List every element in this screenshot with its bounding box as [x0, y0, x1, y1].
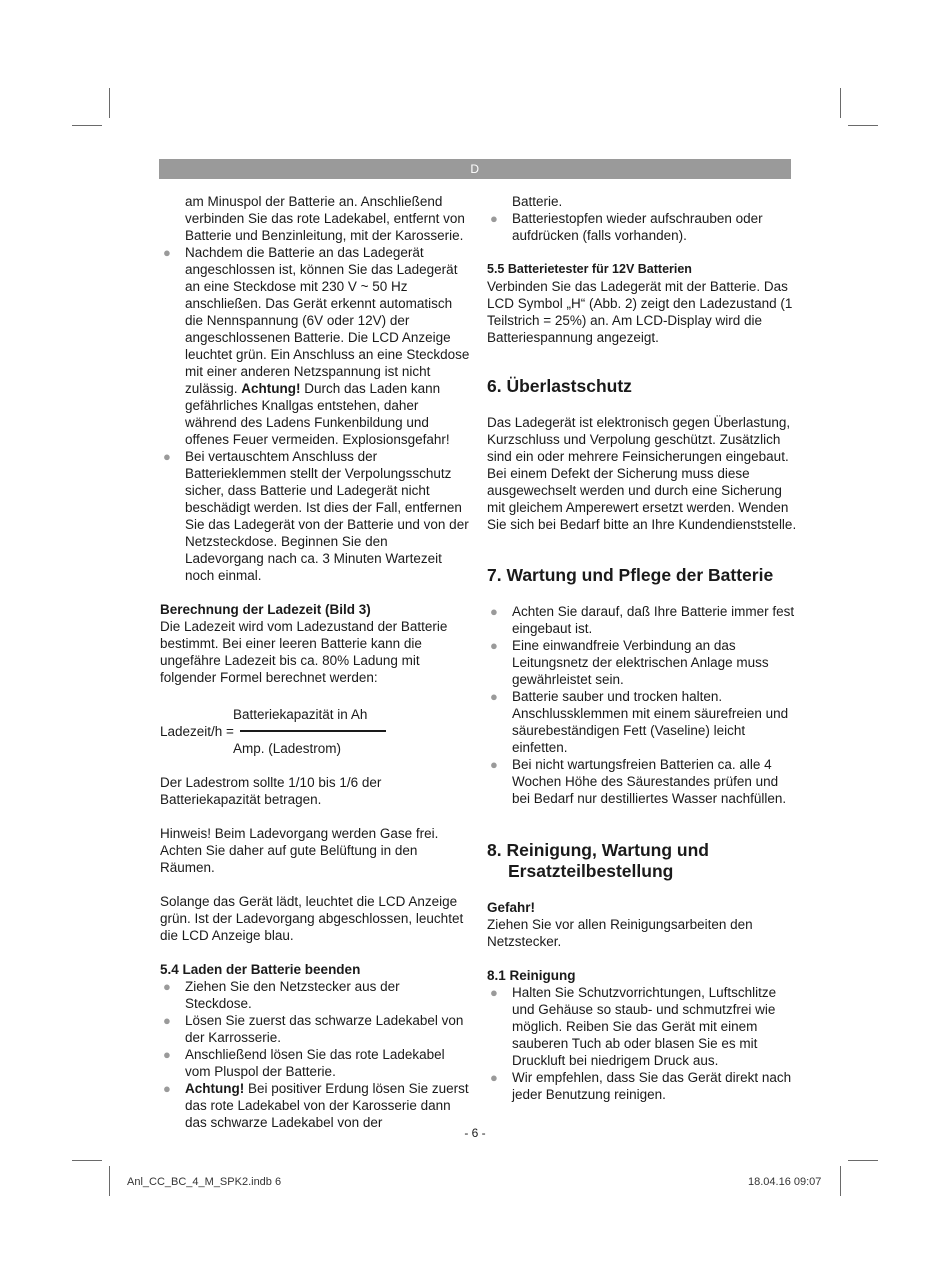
gefahr-text: Ziehen Sie vor allen Reinigungsarbeiten den Netzstecker.	[487, 917, 753, 949]
list-item: ● Bei nicht wartungsfreien Batterien ca. alle 4 Wochen Höhe des Säurestandes prüfen und bei Bedarf nur destilliertes Wasser nachfüllen.	[490, 757, 787, 806]
list-item: ● Achten Sie darauf, daß Ihre Batterie immer fest eingebaut ist.	[490, 604, 795, 636]
crop-mark-bottom-right-vertical	[840, 1166, 841, 1196]
bullet-icon: ●	[163, 1047, 171, 1062]
list-item: ● Bei vertauschtem Anschluss der Batterieklemmen stellt der Verpolungsschutz sicher, dass Batterie und Ladegerät nicht beschädigt werden. Ist dies der Fall, entfernen Sie das Ladegerät von der Batterie und von der Netzsteckdose. Beginnen Sie den Ladevorgang nach ca. 3 Minuten Wartezeit noch einmal.	[163, 449, 469, 583]
list-item: ● Batterie sauber und trocken halten. Anschlussklemmen mit einem säurefreien und säurebeständigen Fett (Vaseline) leicht einfetten.	[490, 689, 789, 755]
list-item: ● Lösen Sie zuerst das schwarze Ladekabel von der Karrosserie.	[163, 1013, 464, 1045]
section-6-heading: 6. Überlastschutz	[487, 376, 632, 396]
list-item: ● Batteriestopfen wieder aufschrauben oder aufdrücken (falls vorhanden).	[490, 211, 763, 243]
section-6-text: Das Ladegerät ist elektronisch gegen Überlastung, Kurzschluss und Verpolung geschützt. Zusätzlich sind ein oder mehrere Feinsicherungen eingebaut. Bei einem Defekt der Sicherung muss diese ausgewechselt werden und durch eine Sicherung mit gleichem Amperewert ersetzt werden. Wenden Sie sich bei Bedarf bitte an Ihre Kundendienststelle.	[487, 415, 797, 532]
crop-mark-top-left-horizontal	[72, 125, 102, 126]
formula-fraction-bar	[240, 730, 386, 732]
bullet-icon: ●	[163, 449, 171, 464]
crop-mark-bottom-left-vertical	[109, 1166, 110, 1196]
list-item: ● Anschließend lösen Sie das rote Ladekabel vom Pluspol der Batterie.	[163, 1047, 445, 1079]
section-8-heading: 8. Reinigung, Wartung und Ersatzteilbestellung	[487, 840, 709, 881]
bullet-icon: ●	[490, 985, 498, 1000]
bullet-icon: ●	[490, 757, 498, 772]
section-54-heading: 5.4 Laden der Batterie beenden	[160, 962, 361, 977]
bullet-icon: ●	[490, 1070, 498, 1085]
bullet-list-connect	[160, 244, 470, 584]
footer-datetime: 18.04.16 09:07	[748, 1176, 822, 1188]
bullet-icon: ●	[490, 638, 498, 653]
section-letter: D	[470, 162, 480, 176]
bullet-icon: ●	[490, 211, 498, 226]
continuation-text: Batterie.	[512, 194, 563, 209]
hinweis-text: Hinweis! Beim Ladevorgang werden Gase frei. Achten Sie daher auf gute Belüftung in den Räumen.	[160, 826, 439, 875]
bullet-list-7	[487, 603, 797, 807]
formula-lhs: Ladezeit/h =	[160, 724, 234, 739]
bullet-icon: ●	[163, 1081, 171, 1096]
bullet-list-54	[160, 978, 470, 1131]
section-55-heading: 5.5 Batterietester für 12V Batterien	[487, 262, 692, 276]
list-item: ● Halten Sie Schutzvorrichtungen, Luftschlitze und Gehäuse so staub- und schmutzfrei wie möglich. Reiben Sie das Gerät mit einem sauberen Tuch ab oder blasen Sie es mit Druckluft bei niedrigem Druck aus.	[490, 985, 777, 1068]
list-item: ● Nachdem die Batterie an das Ladegerät angeschlossen ist, können Sie das Ladegerät an eine Steckdose mit 230 V ~ 50 Hz anschließen. Das Gerät erkennt automatisch die Nennspannung (6V oder 12V) der angeschlossenen Batterie. Die LCD Anzeige leuchtet grün. Ein Anschluss an eine Steckdose mit einer anderen Netzspannung ist nicht zulässig. Achtung! Durch das Laden kann gefährliches Knallgas entstehen, daher während des Ladens Funkenbildung und offenes Feuer vermeiden. Explosionsgefahr!	[163, 245, 470, 447]
list-item: ● Ziehen Sie den Netzstecker aus der Steckdose.	[163, 979, 400, 1011]
bullet-icon: ●	[490, 604, 498, 619]
bullet-icon: ●	[163, 1013, 171, 1028]
list-item: ● Achtung! Bei positiver Erdung lösen Sie zuerst das rote Ladekabel von der Karosserie dann das schwarze Ladekabel von der	[163, 1081, 469, 1130]
bullet-icon: ●	[490, 689, 498, 704]
section-81-heading: 8.1 Reinigung	[487, 968, 576, 983]
crop-mark-top-left-vertical	[109, 88, 110, 118]
ladezeit-text: Die Ladezeit wird vom Ladezustand der Batterie bestimmt. Bei einer leeren Batterie kann die ungefähre Ladezeit bis ca. 80% Ladung mit folgender Formel berechnet werden:	[160, 619, 448, 685]
crop-mark-bottom-right-horizontal	[848, 1160, 878, 1161]
formula-denominator: Amp. (Ladestrom)	[233, 741, 342, 756]
ladestrom-text: Der Ladestrom sollte 1/10 bis 1/6 der Batteriekapazität betragen.	[160, 775, 382, 807]
gefahr-heading: Gefahr!	[487, 900, 536, 915]
section-55-text: Verbinden Sie das Ladegerät mit der Batterie. Das LCD Symbol „H“ (Abb. 2) zeigt den Ladezustand (1 Teilstrich = 25%) an. Am LCD-Display wird die Batteriespannung angezeigt.	[487, 279, 793, 345]
bullet-list-top	[487, 210, 797, 244]
crop-mark-top-right-horizontal	[848, 125, 878, 126]
right-column	[487, 193, 797, 1103]
left-column	[160, 193, 470, 1131]
page-number: - 6 -	[464, 1126, 486, 1140]
list-item: ● Wir empfehlen, dass Sie das Gerät direkt nach jeder Benutzung reinigen.	[490, 1070, 792, 1102]
crop-mark-top-right-vertical	[840, 88, 841, 118]
continuation-paragraph: am Minuspol der Batterie an. Anschließend verbinden Sie das rote Ladekabel, entfernt von Batterie und Benzinleitung, mit der Karosserie.	[185, 194, 465, 243]
footer-file: Anl_CC_BC_4_M_SPK2.indb 6	[127, 1176, 282, 1188]
ladezeit-formula	[160, 706, 470, 756]
bullet-list-81	[487, 984, 797, 1103]
crop-mark-bottom-left-horizontal	[72, 1160, 102, 1161]
list-item: ● Eine einwandfreie Verbindung an das Leitungsnetz der elektrischen Anlage muss gewährleistet sein.	[490, 638, 769, 687]
section-header-bar	[159, 159, 791, 179]
formula-numerator: Batteriekapazität in Ah	[233, 707, 368, 722]
ladezeit-heading: Berechnung der Ladezeit (Bild 3)	[160, 602, 371, 617]
section-7-heading: 7. Wartung und Pflege der Batterie	[487, 565, 774, 585]
bullet-icon: ●	[163, 245, 171, 260]
solange-text: Solange das Gerät lädt, leuchtet die LCD Anzeige grün. Ist der Ladevorgang abgeschlossen, leuchtet die LCD Anzeige blau.	[160, 894, 464, 943]
bullet-icon: ●	[163, 979, 171, 994]
